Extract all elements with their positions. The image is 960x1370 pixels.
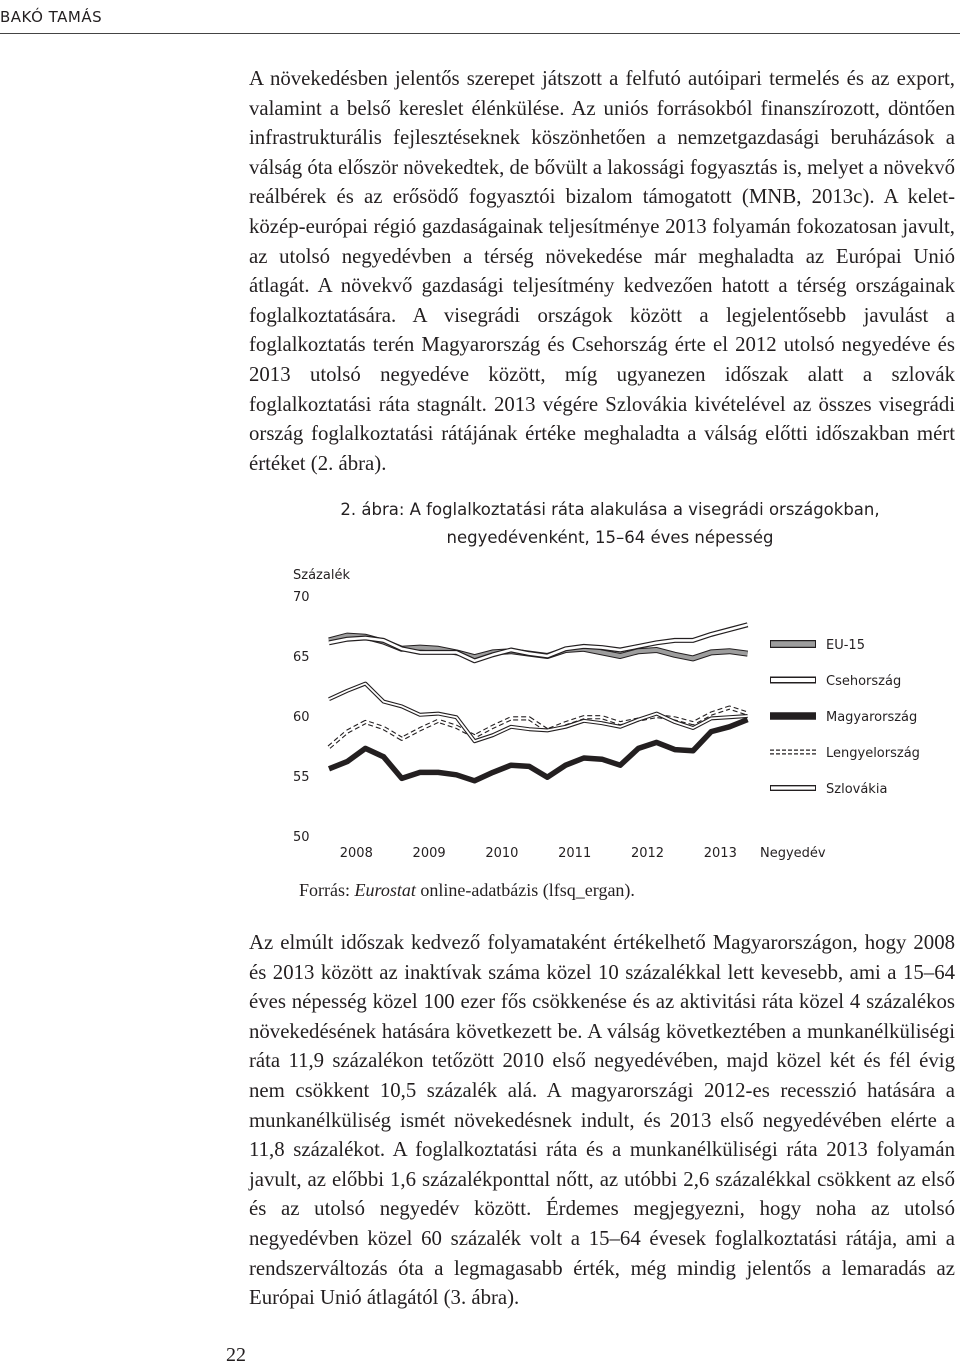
page-number: 22 (226, 1344, 246, 1366)
figure-title-line-2: negyedévenként, 15–64 éves népesség (446, 528, 774, 547)
x-tick-label: 2010 (485, 846, 519, 861)
x-tick-label: 2013 (703, 846, 737, 861)
legend-label-eu-15: EU-15 (826, 638, 865, 653)
x-tick-label: 2012 (630, 846, 665, 861)
source-prefix: Forrás: (299, 880, 355, 900)
y-axis-label: Százalék (293, 568, 350, 583)
figure-title-line-1: 2. ábra: A foglalkoztatási ráta alakulása a visegrádi országokban, (340, 500, 880, 519)
legend (770, 638, 920, 797)
running-header: BAKÓ TAMÁS (0, 8, 103, 26)
line-chart (280, 560, 920, 870)
x-axis-label: Negyedév (760, 846, 826, 861)
source-suffix: online-adatbázis (lfsq_ergan). (415, 880, 635, 900)
figure-title (290, 496, 930, 552)
x-tick-label: 2011 (558, 846, 592, 861)
y-tick-label: 70 (293, 590, 310, 605)
legend-label-szlov-kia: Szlovákia (826, 782, 888, 797)
y-ticks (293, 590, 310, 845)
y-tick-label: 65 (293, 650, 310, 665)
legend-label-lengyelorsz-g: Lengyelország (826, 746, 920, 761)
header-rule (0, 33, 960, 34)
series-lines (329, 625, 748, 781)
y-tick-label: 60 (293, 710, 310, 725)
y-tick-label: 50 (293, 830, 310, 845)
legend-label-csehorsz-g: Csehország (826, 674, 902, 689)
legend-label-magyarorsz-g: Magyarország (826, 710, 918, 725)
paragraph-1: A növekedésben jelentős szerepet játszott a felfutó autóipari termelés és az export, valamint a belső kereslet élénkülése. Az uniós forrásokból finanszírozott, döntően infrastrukturális fejlesztéseknek köszönhetően a nemzetgazdasági beruházások a válság óta először növekedtek, de bővült a lakossági fogyasztás is, melyet a növekvő reálbérek és az erősödő fogyasztói bizalom támogatott (MNB, 2013c). A kelet-közép-európai régió gazdaságainak teljesítménye 2013 folyamán fokozatosan javult, az utolsó negyedévben a térség növekedése már meghaladta az Európai Unió átlagát. A növekvő gazdasági teljesítmény kedvezően hatott a térség országainak foglalkoztatására. A visegrádi országok között a legjelentősebb javulást a foglalkoztatás terén Magyarország és Csehország érte el 2012 utolsó negyedéve és 2013 utolsó negyedéve között, míg ugyanezen időszak alatt a szlovák foglalkoztatási ráta stagnált. 2013 végére Szlovákia kivételével az összes visegrádi ország foglalkoztatási rátájának értéke meghaladta a válság előtti időszakban mért értéket (2. ábra). (249, 67, 955, 475)
x-tick-label: 2009 (412, 846, 446, 861)
figure-source (299, 880, 635, 901)
x-ticks (340, 846, 737, 861)
x-tick-label: 2008 (339, 846, 373, 861)
source-italic: Eurostat (354, 880, 416, 900)
y-tick-label: 55 (293, 770, 310, 785)
paragraph-2: Az elmúlt időszak kedvező folyamataként értékelhető Magyarországon, hogy 2008 és 2013 között az inaktívak száma közel 10 százalékkal lett kevesebb, ami a 15–64 éves népesség közel 100 ezer fős csökkenése és az aktivitási ráta közel 4 százalékos növekedésének hatására következett be. A válság következtében a munkanélküliségi ráta 11,9 százalékon tetőzött 2010 első negyedévében, majd közel két és fél évig nem csökkent 10,5 százalék alá. A magyarországi 2012-es recesszió hatására a munkanélküliség ismét növekedésnek indult, és 2013 első negyedévében elérte a 11,8 százalékot. A foglalkoztatási ráta és a munkanélküliségi ráta 2013 folyamán javult, az előbbi 1,6 százalékponttal nőtt, az utóbbi 2,6 százalékkal csökkent az első és az utolsó negyedév között. Érdemes megjegyezni, hogy noha az utolsó negyedévben közel 60 százalék volt a 15–64 évesek foglalkoztatási rátája, ami a rendszerváltozás óta a legmagasabb érték, még mindig jelentős a lemaradás az Európai Unió átlagától (3. ábra). (249, 931, 955, 1310)
